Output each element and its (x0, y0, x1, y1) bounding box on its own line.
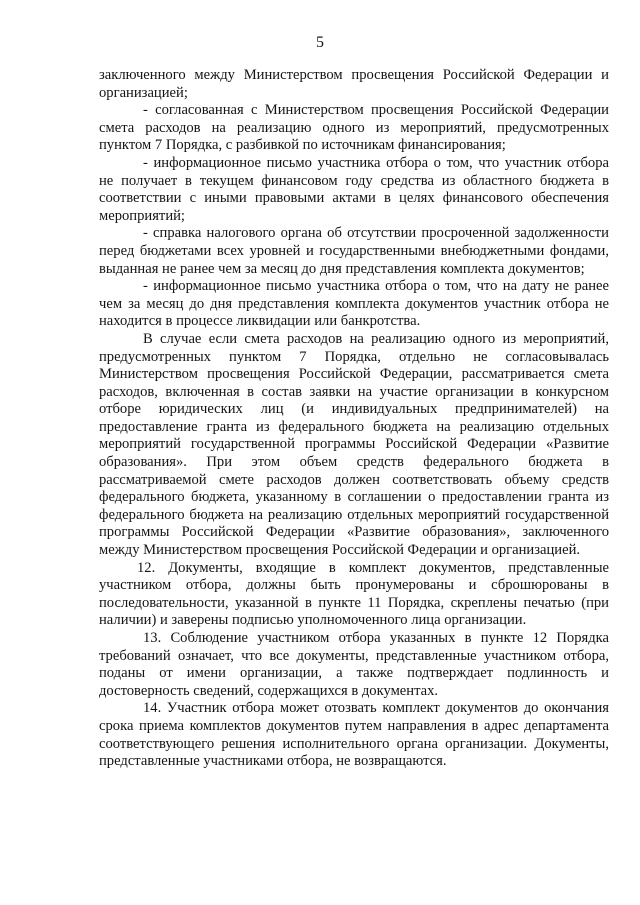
paragraph-estimate-case: В случае если смета расходов на реализацию одного из мероприятий, предусмотренных пунктом 7 Порядка, отдельно не согласовывалась Министерством просвещения Российской Федерации, рассматривается смета расходов, включенная в состав заявки на участие организации в конкурсном отборе юридических лиц (и индивидуальных предпринимателей) на предоставление гранта из федерального бюджета на реализацию отдельных мероприятий государственной программы Российской Федерации «Развитие образования». При этом объем средств федерального бюджета в рассматриваемой смете расходов должен соответствовать объему средств федерального бюджета, указанному в соглашении о предоставлении гранта из федерального бюджета на реализацию отдельных мероприятий государственной программы Российской Федерации «Развитие образования», заключенного между Министерством просвещения Российской Федерации и организацией. (99, 330, 609, 559)
paragraph-clause-14: 14. Участник отбора может отозвать комплект документов до окончания срока приема комплектов документов путем направления в адрес департамента соответствующего решения исполнительного органа организации. Документы, представленные участниками отбора, не возвращаются. (99, 700, 609, 770)
list-item-info-letter-liquidation: - информационное письмо участника отбора о том, что на дату не ранее чем за месяц до дня представления комплекта документов участник отбора не находится в процессе ликвидации или банкротства. (99, 278, 609, 330)
list-item-tax-certificate: - справка налогового органа об отсутствии просроченной задолженности перед бюджетами всех уровней и государственными внебюджетными фондами, выданная не ранее чем за месяц до дня представления комплекта документов; (99, 225, 609, 277)
paragraph-continuation: заключенного между Министерством просвещения Российской Федерации и организацией; (99, 67, 609, 101)
page-number: 5 (316, 34, 324, 51)
list-item-estimate: - согласованная с Министерством просвещения Российской Федерации смета расходов на реализацию одного из мероприятий, предусмотренных пунктом 7 Порядка, с разбивкой по источникам финансирования; (99, 102, 609, 154)
document-body (99, 67, 609, 771)
list-item-info-letter-budget: - информационное письмо участника отбора о том, что участник отбора не получает в текущем финансовом году средства из областного бюджета в соответствии с иными правовыми актами в целях финансового обеспечения мероприятий; (99, 154, 609, 224)
paragraph-clause-12: 12. Документы, входящие в комплект документов, представленные участником отбора, должны быть пронумерованы и сброшюрованы в последовательности, указанной в пункте 11 Порядка, скреплены печатью (при наличии) и заверены подписью уполномоченного лица организации. (99, 559, 609, 629)
paragraph-clause-13: 13. Соблюдение участником отбора указанных в пункте 12 Порядка требований означает, что все документы, представленные участником отбора, поданы от имени организации, а также подтверждает подлинность и достоверность сведений, содержащихся в документах. (99, 630, 609, 699)
